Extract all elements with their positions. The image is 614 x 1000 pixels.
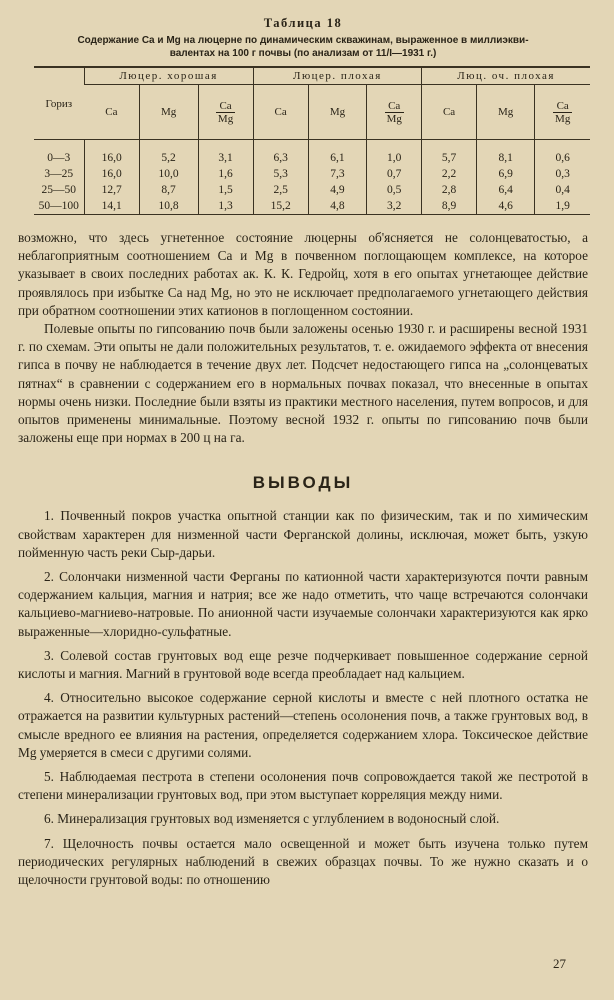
ca-mg-table <box>34 66 590 215</box>
table-cell: 2,2 <box>422 166 477 182</box>
table-cell: 3,2 <box>367 198 422 215</box>
table-cell: 4,9 <box>308 182 366 198</box>
table-title: Таблица 18 <box>263 16 343 30</box>
table-cell: 0,3 <box>535 166 590 182</box>
table-caption-line-1: Содержание Ca и Mg на люцерне по динамическим скважинам, выраженное в миллиэкви- <box>77 35 529 46</box>
table-row <box>34 182 590 198</box>
table-row <box>34 166 590 182</box>
table-cell: 6,4 <box>476 182 534 198</box>
conclusion-item: 4. Относительно высокое содержание серной кислоты и вместе с ней плотного остатка не отражается на развитии культурных растений—степень осолонения почв, а также грунтовых вод, в смысле вредного ее влияния на растения, определяется содержанием хлора. Токсическое действие Mg умеряется в смеси с другими солями. <box>18 690 588 760</box>
col-mg: Mg <box>139 85 198 140</box>
table-caption <box>18 34 588 60</box>
col-mg: Mg <box>476 85 534 140</box>
table-cell: 0,4 <box>535 182 590 198</box>
table-cell: 1,6 <box>198 166 253 182</box>
ratio-denominator: Mg <box>555 112 571 125</box>
table-cell: 8,9 <box>422 198 477 215</box>
table-cell: 7,3 <box>308 166 366 182</box>
ratio-numerator: Ca <box>553 100 572 113</box>
table-cell: 16,0 <box>84 140 139 167</box>
group-header-very-poor: Люц. оч. плохая <box>422 67 590 85</box>
table-row <box>34 198 590 215</box>
group-header-poor: Люцер. плохая <box>253 67 422 85</box>
table-cell: 14,1 <box>84 198 139 215</box>
table-cell: 3,1 <box>198 140 253 167</box>
ratio-denominator: Mg <box>386 112 402 125</box>
col-ca: Ca <box>105 106 118 118</box>
conclusion-item: 2. Солончаки низменной части Ферганы по катионной части характеризуются почти равным содержанием кальция, магния и натрия; все же надо отметить, что чаще встречаются солончаки кальциево-магниево-натровые. По анионной части изучаемые солончаки характеризуются как ярко выраженные—хлоридно-сульфатные. <box>18 569 588 639</box>
table-cell: 10,0 <box>139 166 198 182</box>
table-cell: 6,3 <box>253 140 308 167</box>
conclusion-item: 7. Щелочность почвы остается мало освещенной и может быть изучена только путем периодических регулярных наблюдений в свежих образцах почвы. То же нужно сказать и о щелочности грунтовой воды: по отношению <box>18 835 588 888</box>
conclusions-list <box>18 507 588 889</box>
conclusion-item: 3. Солевой состав грунтовых вод еще резче подчеркивает повышенное содержание серной кислоты и магния. Магний в грунтовой воде всегда преобладает над кальцием. <box>18 647 588 682</box>
group-header-good: Люцер. хорошая <box>84 67 253 85</box>
table-cell: 10,8 <box>139 198 198 215</box>
row-header: Гориз <box>34 67 84 140</box>
ratio-denominator: Mg <box>217 112 234 125</box>
col-mg: Mg <box>308 85 366 140</box>
row-horizon: 3—25 <box>44 168 74 180</box>
table-cell: 4,8 <box>308 198 366 215</box>
table-cell: 5,2 <box>139 140 198 167</box>
col-ca: Ca <box>253 85 308 140</box>
paragraph: возможно, что здесь угнетенное состояние люцерны об'ясняется не солонцеватостью, а неблагоприятным соотношением Ca и Mg в почвенном поглощающем комплексе, на которое указывает в своих последних работах ак. К. К. Гедройц, хотя в его опытах угнетающее действие проявлялось при избытке Ca над Mg, но это не исключает предполагаемого угнетающего действия при обратном соотношении этих катионов в поглощенном состоянии. <box>18 230 588 318</box>
col-ratio <box>367 85 422 140</box>
table-cell: 1,9 <box>535 198 590 215</box>
section-heading: ВЫВОДЫ <box>252 473 354 493</box>
table-cell: 5,7 <box>422 140 477 167</box>
row-horizon: 50—100 <box>38 200 79 212</box>
row-horizon: 25—50 <box>41 184 77 196</box>
table-cell: 2,8 <box>422 182 477 198</box>
table-cell: 0,7 <box>367 166 422 182</box>
table-cell: 8,1 <box>476 140 534 167</box>
table-cell: 4,6 <box>476 198 534 215</box>
table-cell: 1,5 <box>198 182 253 198</box>
table-cell: 0,5 <box>367 182 422 198</box>
row-horizon: 0—3 <box>47 152 71 164</box>
table-cell: 1,3 <box>198 198 253 215</box>
page-number: 27 <box>553 956 566 971</box>
table-cell: 6,1 <box>308 140 366 167</box>
table-cell: 0,6 <box>535 140 590 167</box>
table-cell: 15,2 <box>253 198 308 215</box>
ratio-numerator: Ca <box>385 100 404 113</box>
paragraph: Полевые опыты по гипсованию почв были заложены осенью 1930 г. и расширены весной 1931 г. по схемам. Эти опыты не дали положительных результатов, т. е. ожидаемого эффекта от внесения гипса в почву не наблюдается в течение двух лет. Подсчет недостающего гипса на „солонцеватых пятнах“ в сравнении с содержанием его в нормальных почвах показал, что внесенные в опытах нормы очень низки. Последние были взяты из практики местного населения, путем вопросов, и для опытов применены минимальные. Поэтому весной 1932 г. опыты по гипсованию почв были заложены еще при нормах в 200 ц на га. <box>18 321 588 446</box>
conclusion-item: 1. Почвенный покров участка опытной станции как по физическим, так и по химическим свойствам характерен для низменной части Ферганской долины, исключая, может быть, узкую пойменную часть реки Сыр-дарьи. <box>18 508 588 560</box>
table-cell: 2,5 <box>253 182 308 198</box>
conclusion-item: 5. Наблюдаемая пестрота в степени осолонения почв сопровождается такой же пестротой в степени минерализации грунтовых вод, при этом выступает корреляция между ними. <box>18 769 588 803</box>
body-text <box>18 229 588 447</box>
conclusion-item: 6. Минерализация грунтовых вод изменяется с углублением в водоносный слой. <box>44 811 500 827</box>
col-ca: Ca <box>422 85 477 140</box>
table-row <box>34 140 590 167</box>
ratio-numerator: Ca <box>216 100 235 113</box>
table-cell: 16,0 <box>84 166 139 182</box>
table-cell: 6,9 <box>476 166 534 182</box>
col-ratio <box>198 85 253 140</box>
col-ratio <box>535 85 590 140</box>
table-cell: 5,3 <box>253 166 308 182</box>
table-caption-line-2: валентах на 100 г почвы (по анализам от 11/I—1931 г.) <box>169 48 437 59</box>
table-cell: 1,0 <box>367 140 422 167</box>
table-cell: 8,7 <box>139 182 198 198</box>
table-cell: 12,7 <box>84 182 139 198</box>
